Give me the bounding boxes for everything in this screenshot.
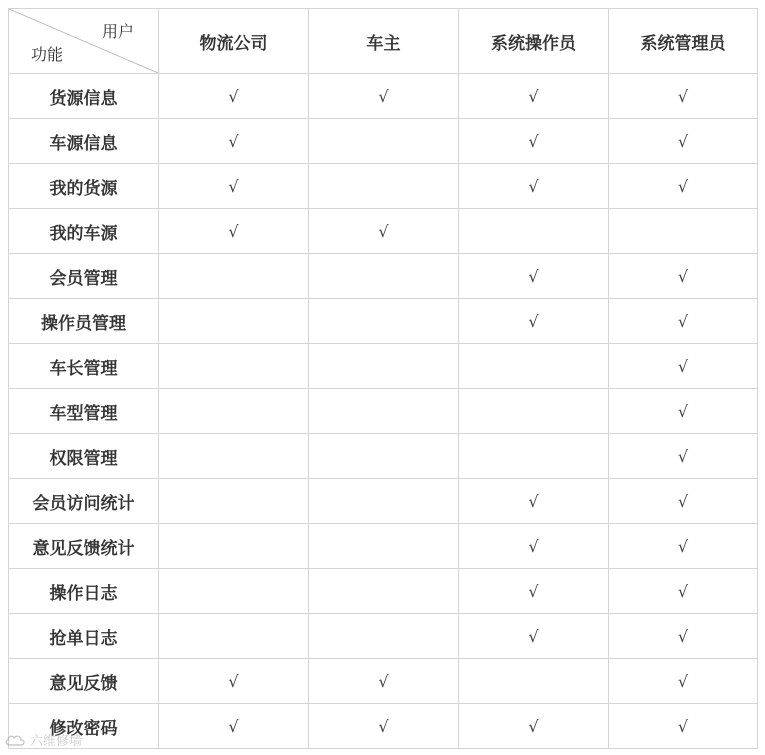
function-label: 意见反馈 — [9, 659, 159, 704]
permission-cell — [309, 344, 459, 389]
permission-cell: √ — [459, 704, 609, 749]
corner-function-label: 功能 — [31, 45, 64, 64]
permission-cell — [309, 254, 459, 299]
permission-cell: √ — [309, 74, 459, 119]
table-row — [9, 209, 758, 254]
table-row — [9, 659, 758, 704]
permission-cell: √ — [159, 164, 309, 209]
permission-cell: √ — [459, 614, 609, 659]
permission-cell: √ — [609, 74, 758, 119]
permission-cell: √ — [459, 74, 609, 119]
column-header-logistics-company: 物流公司 — [159, 9, 309, 74]
permission-cell — [309, 434, 459, 479]
permission-cell — [159, 299, 309, 344]
permission-cell: √ — [159, 74, 309, 119]
permission-cell: √ — [609, 164, 758, 209]
permission-cell — [309, 614, 459, 659]
permission-cell: √ — [159, 704, 309, 749]
permission-cell: √ — [459, 119, 609, 164]
table-row — [9, 569, 758, 614]
permission-cell — [159, 344, 309, 389]
function-label: 车型管理 — [9, 389, 159, 434]
table-row — [9, 614, 758, 659]
permission-cell — [309, 119, 459, 164]
permission-cell — [459, 659, 609, 704]
table-row — [9, 479, 758, 524]
table-row — [9, 434, 758, 479]
function-label: 车源信息 — [9, 119, 159, 164]
permission-matrix-table — [8, 8, 758, 749]
table-row — [9, 704, 758, 749]
permission-cell — [159, 569, 309, 614]
function-label: 我的车源 — [9, 209, 159, 254]
table-row — [9, 389, 758, 434]
permission-cell: √ — [459, 254, 609, 299]
permission-cell — [459, 389, 609, 434]
permission-cell: √ — [609, 479, 758, 524]
permission-cell — [459, 434, 609, 479]
permission-cell: √ — [609, 569, 758, 614]
table-row — [9, 254, 758, 299]
permission-cell: √ — [609, 299, 758, 344]
column-header-vehicle-owner: 车主 — [309, 9, 459, 74]
table-row — [9, 164, 758, 209]
function-label: 我的货源 — [9, 164, 159, 209]
table-row — [9, 344, 758, 389]
permission-cell: √ — [609, 254, 758, 299]
function-label: 货源信息 — [9, 74, 159, 119]
permission-cell — [159, 389, 309, 434]
permission-cell: √ — [159, 119, 309, 164]
permission-cell — [309, 164, 459, 209]
table-row — [9, 524, 758, 569]
permission-cell — [159, 254, 309, 299]
table-row — [9, 74, 758, 119]
permission-cell — [159, 434, 309, 479]
function-label: 会员管理 — [9, 254, 159, 299]
permission-cell: √ — [159, 209, 309, 254]
permission-cell: √ — [159, 659, 309, 704]
permission-cell: √ — [459, 299, 609, 344]
function-label: 修改密码 — [9, 704, 159, 749]
permission-cell — [159, 524, 309, 569]
permission-cell: √ — [459, 569, 609, 614]
permission-cell: √ — [609, 659, 758, 704]
permission-cell — [159, 479, 309, 524]
permission-cell — [309, 569, 459, 614]
permission-cell — [609, 209, 758, 254]
function-label: 操作员管理 — [9, 299, 159, 344]
table-row — [9, 119, 758, 164]
permission-cell — [459, 209, 609, 254]
column-header-system-operator: 系统操作员 — [459, 9, 609, 74]
permission-cell: √ — [609, 704, 758, 749]
permission-cell — [159, 614, 309, 659]
permission-cell: √ — [609, 434, 758, 479]
permission-cell: √ — [609, 524, 758, 569]
function-label: 会员访问统计 — [9, 479, 159, 524]
permission-cell: √ — [309, 704, 459, 749]
permission-cell — [309, 299, 459, 344]
permission-cell: √ — [609, 344, 758, 389]
function-label: 抢单日志 — [9, 614, 159, 659]
permission-cell: √ — [309, 659, 459, 704]
permission-cell — [459, 344, 609, 389]
permission-cell: √ — [309, 209, 459, 254]
permission-cell — [309, 389, 459, 434]
column-header-system-admin: 系统管理员 — [609, 9, 758, 74]
permission-cell: √ — [609, 614, 758, 659]
header-row — [9, 9, 758, 74]
function-label: 操作日志 — [9, 569, 159, 614]
corner-header-cell — [9, 9, 159, 74]
permission-cell: √ — [609, 389, 758, 434]
table-row — [9, 299, 758, 344]
watermark-text: 六维修墙 — [30, 734, 83, 749]
function-label: 意见反馈统计 — [9, 524, 159, 569]
function-label: 权限管理 — [9, 434, 159, 479]
permission-cell — [309, 524, 459, 569]
permission-cell: √ — [459, 164, 609, 209]
permission-cell: √ — [459, 524, 609, 569]
function-label: 车长管理 — [9, 344, 159, 389]
permission-cell — [309, 479, 459, 524]
corner-user-label: 用户 — [101, 22, 134, 41]
permission-cell: √ — [459, 479, 609, 524]
permission-cell: √ — [609, 119, 758, 164]
